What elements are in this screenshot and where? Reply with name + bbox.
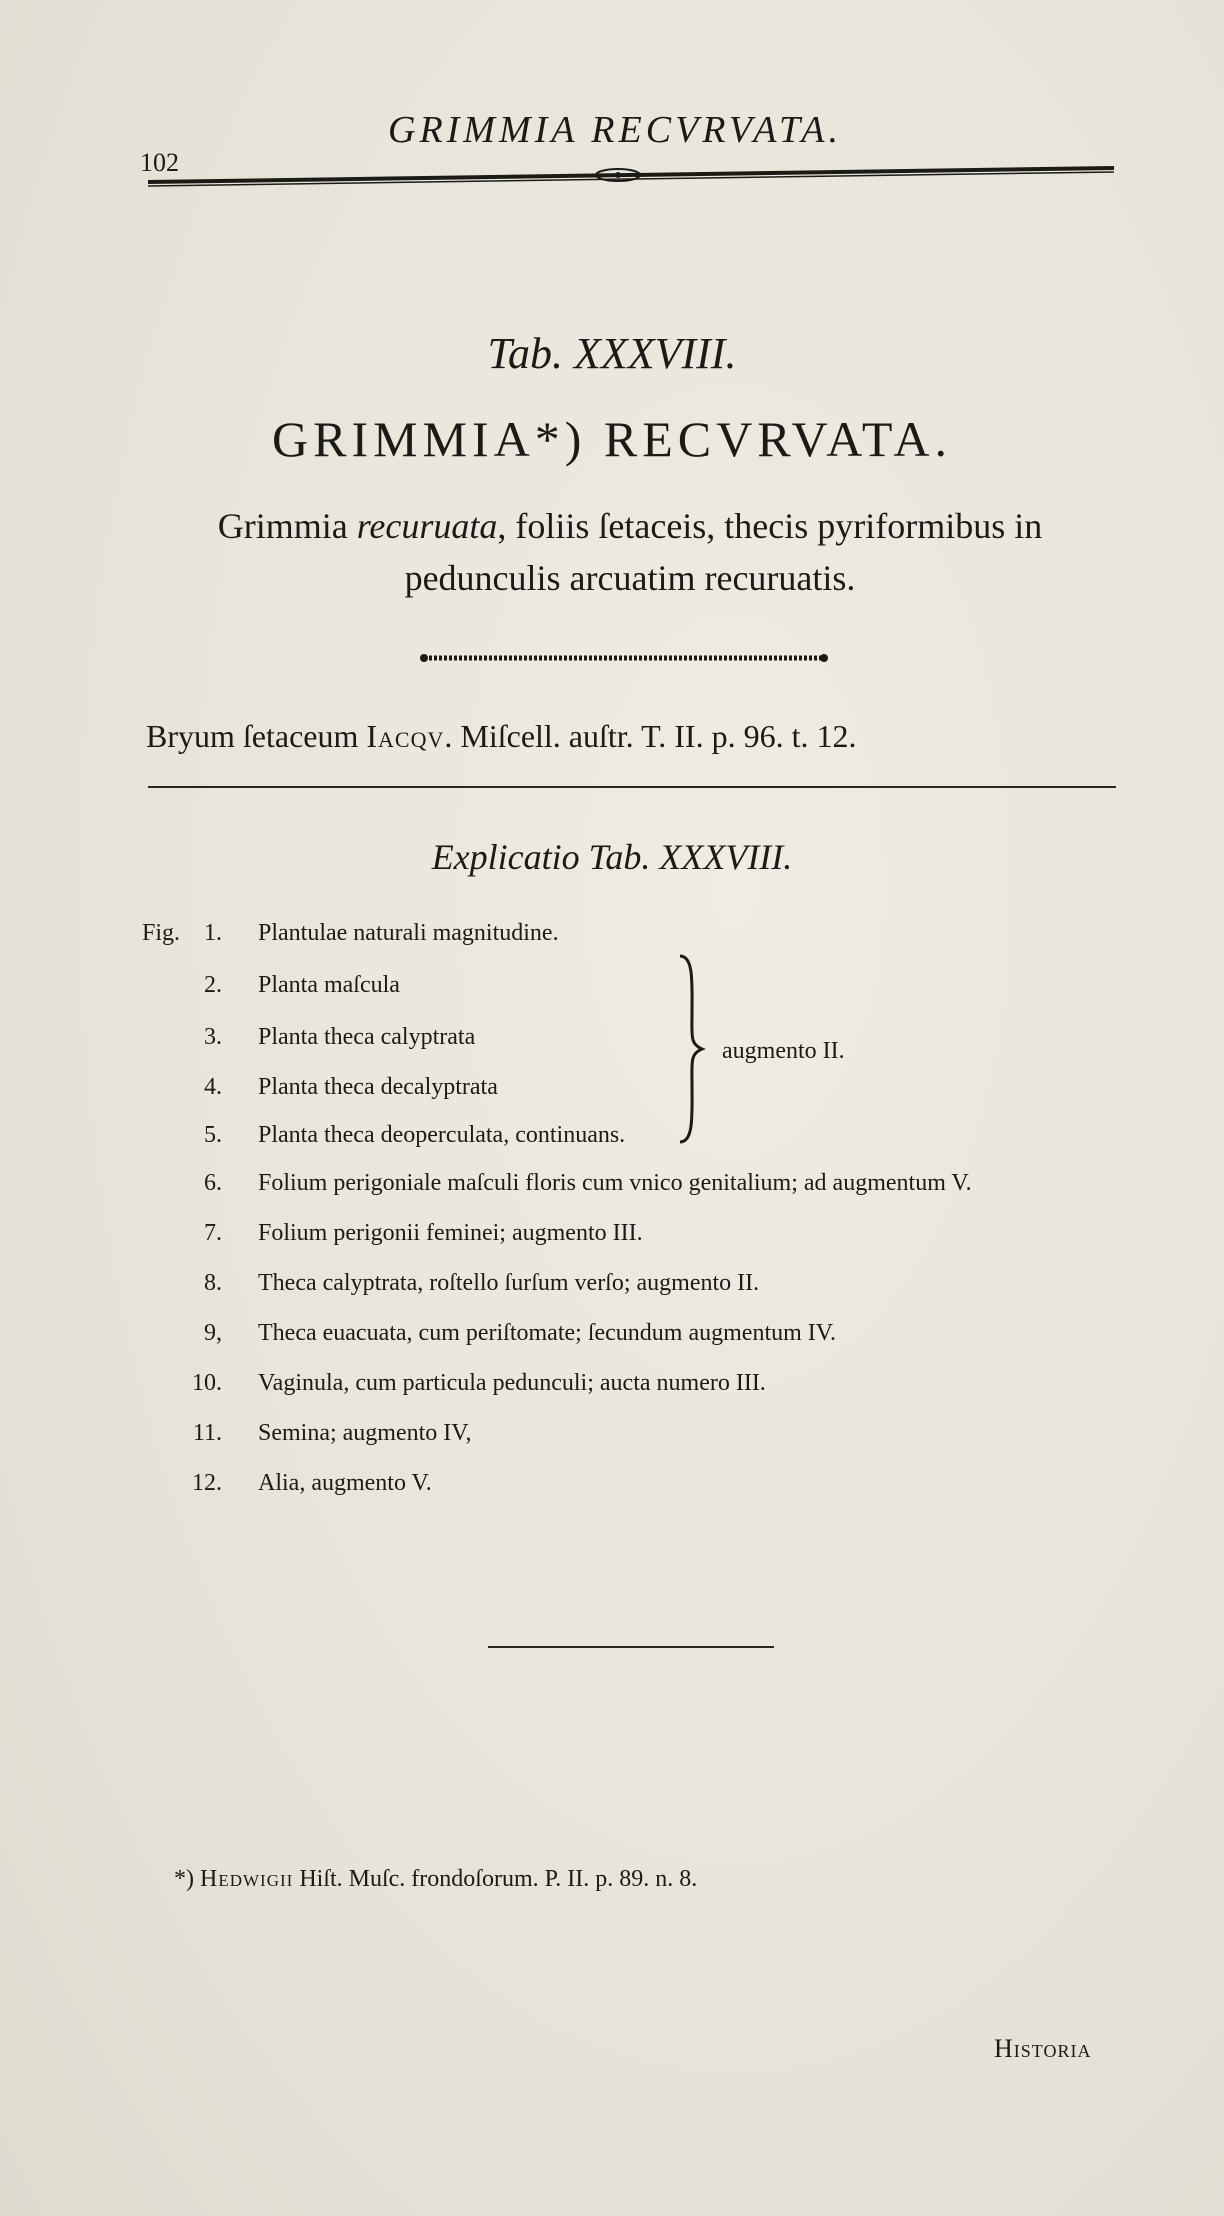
figure-number: 8. — [204, 1270, 222, 1296]
figure-caption: Folium perigonii feminei; augmento III. — [258, 1220, 643, 1246]
footnote-text: Hiſt. Muſc. frondoſorum. P. II. p. 89. n. 8. — [293, 1866, 698, 1892]
figure-number: 10. — [192, 1370, 222, 1396]
figure-caption: Theca calyptrata, roſtello ſurſum verſo; augmento II. — [258, 1270, 760, 1296]
description-prefix: Grimmia — [217, 506, 357, 546]
figure-number: 5. — [204, 1122, 222, 1148]
figure-number: 1. — [204, 920, 222, 946]
running-head: GRIMMIA RECVRVATA. — [388, 109, 843, 151]
figure-caption: Folium perigoniale maſculi floris cum vnico genitalium; ad augmentum V. — [258, 1170, 972, 1196]
figure-number: 11. — [192, 1420, 222, 1446]
page-number: 102 — [140, 148, 179, 177]
synonym-citation — [146, 718, 856, 755]
description-suffix: , foliis ſetaceis, thecis pyriformibus in pedunculis arcuatim recuruatis. — [404, 506, 1043, 598]
figure-number: 6. — [204, 1170, 222, 1196]
figure-number: 2. — [204, 972, 222, 998]
figure-caption: Planta theca decalyptrata — [258, 1074, 498, 1100]
species-title: GRIMMIA*) RECVRVATA. — [271, 411, 952, 467]
catchword: Historia — [994, 2034, 1092, 2063]
explication-title: Explicatio Tab. XXXVIII. — [431, 837, 793, 877]
synonym-suffix: . Miſcell. auſtr. T. II. p. 96. t. 12. — [444, 718, 857, 754]
figure-number: 3. — [204, 1024, 222, 1050]
dotted-ornament-rule — [420, 648, 828, 668]
figure-number: 7. — [204, 1220, 222, 1246]
section-divider — [148, 786, 1116, 788]
figure-caption: Planta theca calyptrata — [258, 1024, 476, 1050]
brace-label: augmento II. — [722, 1038, 845, 1064]
synonym-author: Iacqv — [366, 718, 445, 754]
figure-caption: Alia, augmento V. — [258, 1470, 432, 1496]
figure-caption: Semina; augmento IV, — [258, 1420, 472, 1446]
footnote-marker: *) — [174, 1866, 200, 1892]
figure-number: 12. — [192, 1470, 222, 1496]
figure-caption: Vaginula, cum particula pedunculi; aucta numero III. — [258, 1370, 766, 1396]
synonym-prefix: Bryum ſetaceum — [146, 718, 367, 754]
figure-number: 4. — [204, 1074, 222, 1100]
species-description — [150, 500, 1110, 604]
figure-caption: Planta theca deoperculata, continuans. — [258, 1122, 626, 1148]
footnote — [174, 1866, 697, 1893]
footnote-author: Hedwigii — [200, 1866, 294, 1892]
curly-brace — [676, 954, 706, 1144]
plate-title: Tab. XXXVIII. — [487, 329, 737, 378]
fig-label: Fig. — [142, 920, 181, 946]
footnote-divider — [488, 1646, 774, 1648]
ornamental-rule — [148, 164, 1114, 192]
description-epithet: recuruata — [356, 506, 498, 546]
figure-caption: Planta maſcula — [258, 972, 400, 998]
figure-caption: Plantulae naturali magnitudine. — [258, 920, 559, 946]
figure-caption: Theca euacuata, cum periſtomate; ſecundum augmentum IV. — [258, 1320, 837, 1346]
figure-number: 9, — [204, 1320, 222, 1346]
